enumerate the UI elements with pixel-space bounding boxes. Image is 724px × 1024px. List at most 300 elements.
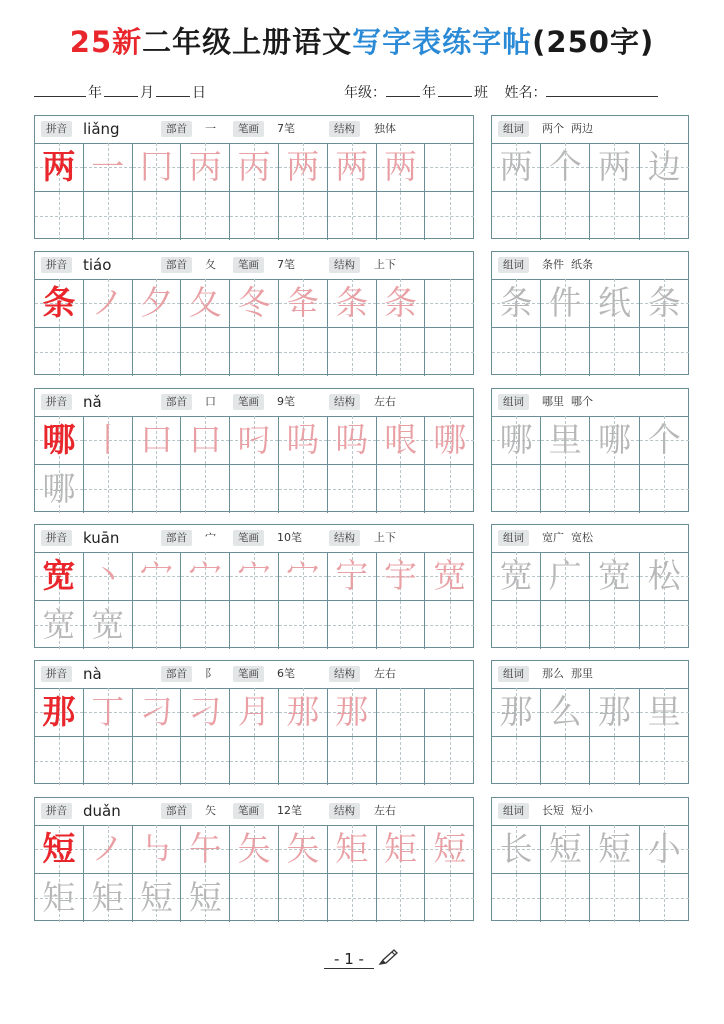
- vocab-char: [640, 874, 689, 922]
- grid-cell[interactable]: [377, 143, 426, 191]
- grid-cell[interactable]: [181, 143, 230, 191]
- grid-cell[interactable]: [230, 192, 279, 240]
- vocab-cell[interactable]: [541, 737, 590, 785]
- grid-cell[interactable]: [328, 328, 377, 376]
- pinyin-value: kuān: [83, 529, 120, 547]
- class-label: 班: [474, 85, 488, 101]
- vocab-cell[interactable]: [640, 874, 689, 922]
- vocab-cell[interactable]: [492, 465, 541, 513]
- trace-char: [133, 737, 181, 785]
- grid-cell[interactable]: [230, 874, 279, 922]
- words-tag: 组词: [498, 666, 529, 682]
- vocab-char: 个: [548, 147, 582, 186]
- grid-cell[interactable]: [181, 552, 230, 600]
- vocab-cell[interactable]: [590, 192, 639, 240]
- grid-cell[interactable]: [35, 874, 84, 922]
- grid-cell[interactable]: [425, 688, 474, 736]
- grid-cell[interactable]: [84, 465, 133, 513]
- grid-cell[interactable]: [377, 328, 426, 376]
- tianzi-grid: [35, 825, 473, 920]
- trace-char: [133, 328, 181, 376]
- grid-cell[interactable]: [425, 192, 474, 240]
- trace-char: [133, 192, 181, 240]
- trace-char: [230, 874, 278, 922]
- char-section: [34, 388, 689, 514]
- grid-cell[interactable]: [181, 737, 230, 785]
- stroke-order-char: 月: [237, 692, 271, 731]
- grid-cell[interactable]: [377, 688, 426, 736]
- title-part-1: 25新: [69, 25, 143, 59]
- vocab-grid: [492, 688, 688, 783]
- vocab-cell[interactable]: [640, 688, 689, 736]
- grid-cell[interactable]: [84, 874, 133, 922]
- vocab-cell[interactable]: [492, 328, 541, 376]
- vocab-cell[interactable]: [590, 737, 639, 785]
- grid-cell[interactable]: [35, 465, 84, 513]
- grade-blank[interactable]: [386, 82, 420, 97]
- vocab-header: [492, 661, 688, 689]
- grid-row: [35, 874, 473, 922]
- grid-cell[interactable]: [133, 416, 182, 464]
- grid-cell[interactable]: [181, 601, 230, 649]
- stroke-order-char: 冬: [237, 283, 271, 322]
- stroke-order-char: 丙: [237, 147, 271, 186]
- grid-cell[interactable]: [230, 552, 279, 600]
- vocab-cell[interactable]: [541, 601, 590, 649]
- words-tag: 组词: [498, 121, 529, 137]
- vocab-cell[interactable]: [541, 416, 590, 464]
- vocab-cell[interactable]: [492, 874, 541, 922]
- vocab-cell[interactable]: [492, 279, 541, 327]
- stroke-order-char: 哪: [433, 420, 467, 459]
- vocab-grid: [492, 279, 688, 374]
- grid-cell[interactable]: [279, 328, 328, 376]
- vocab-cell[interactable]: [541, 279, 590, 327]
- grid-cell[interactable]: [328, 688, 377, 736]
- grid-cell[interactable]: [279, 874, 328, 922]
- vocab-cell[interactable]: [492, 143, 541, 191]
- grid-cell[interactable]: [279, 737, 328, 785]
- grid-cell[interactable]: [133, 825, 182, 873]
- name-label: 姓名：: [504, 85, 547, 101]
- pinyin-tag: 拼音: [41, 803, 72, 819]
- trace-char: [425, 737, 474, 785]
- trace-char: 宽: [91, 605, 125, 644]
- grid-cell[interactable]: [133, 601, 182, 649]
- grid-cell[interactable]: [133, 688, 182, 736]
- vocab-cell[interactable]: [492, 416, 541, 464]
- grid-row: [35, 737, 473, 785]
- vocab-row: [492, 552, 688, 601]
- grid-cell[interactable]: [279, 465, 328, 513]
- grid-cell[interactable]: [84, 143, 133, 191]
- vocab-row: [492, 825, 688, 874]
- radical-tag: 部首: [161, 257, 192, 273]
- grid-cell[interactable]: [425, 465, 474, 513]
- grid-cell[interactable]: [377, 416, 426, 464]
- stroke-order-char: 矢: [237, 829, 271, 868]
- trace-char: [181, 465, 229, 513]
- trace-char: [425, 328, 474, 376]
- vocab-cell[interactable]: [590, 874, 639, 922]
- grid-cell[interactable]: [279, 601, 328, 649]
- structure-tag: 结构: [329, 394, 360, 410]
- grid-cell[interactable]: [425, 825, 474, 873]
- grid-cell[interactable]: [328, 601, 377, 649]
- vocab-row: [492, 737, 688, 785]
- model-char: 宽: [42, 556, 76, 595]
- grid-cell[interactable]: [84, 552, 133, 600]
- grid-cell[interactable]: [181, 688, 230, 736]
- grid-cell[interactable]: [181, 279, 230, 327]
- grid-cell[interactable]: [230, 737, 279, 785]
- grid-cell[interactable]: [133, 328, 182, 376]
- grid-cell[interactable]: [377, 601, 426, 649]
- vocab-char: [590, 328, 638, 376]
- grid-cell[interactable]: [328, 143, 377, 191]
- trace-char: [84, 328, 132, 376]
- strokes-value: 7笔: [277, 258, 295, 271]
- pinyin-tag: 拼音: [41, 121, 72, 137]
- grid-cell[interactable]: [377, 192, 426, 240]
- vocab-row: [492, 688, 688, 737]
- grid-cell[interactable]: [279, 143, 328, 191]
- vocab-char: [492, 328, 540, 376]
- grid-cell[interactable]: [35, 143, 84, 191]
- strokes-tag: 笔画: [233, 394, 264, 410]
- radical-tag: 部首: [161, 530, 192, 546]
- student-fields: [344, 82, 658, 102]
- tianzi-grid: [35, 279, 473, 374]
- grid-cell[interactable]: [181, 465, 230, 513]
- stroke-order-char: 吗: [335, 420, 369, 459]
- vocab-row: [492, 279, 688, 328]
- vocab-cell[interactable]: [590, 688, 639, 736]
- grid-cell[interactable]: [279, 279, 328, 327]
- trace-char: [279, 874, 327, 922]
- vocab-cell[interactable]: [492, 825, 541, 873]
- grid-cell[interactable]: [279, 192, 328, 240]
- grid-cell[interactable]: [377, 737, 426, 785]
- vocab-cell[interactable]: [640, 601, 689, 649]
- stroke-order-char: 冂: [139, 147, 173, 186]
- stroke-order-char: [425, 279, 474, 327]
- tianzi-grid: [35, 143, 473, 238]
- vocab-cell[interactable]: [640, 279, 689, 327]
- trace-char: 矩: [42, 878, 76, 917]
- vocab-char: 广: [548, 556, 582, 595]
- grid-cell[interactable]: [377, 465, 426, 513]
- grid-cell[interactable]: [181, 874, 230, 922]
- vocab-char: 长: [499, 829, 533, 868]
- grid-cell[interactable]: [84, 279, 133, 327]
- vocab-char: 么: [548, 692, 582, 731]
- vocab-cell[interactable]: [541, 465, 590, 513]
- grid-cell[interactable]: [230, 688, 279, 736]
- vocab-box: [491, 797, 689, 921]
- trace-char: [328, 874, 376, 922]
- vocab-cell[interactable]: [492, 192, 541, 240]
- grid-cell[interactable]: [230, 416, 279, 464]
- trace-char: [181, 601, 229, 649]
- grid-cell[interactable]: [133, 737, 182, 785]
- grid-cell[interactable]: [84, 825, 133, 873]
- vocab-cell[interactable]: [640, 737, 689, 785]
- grid-cell[interactable]: [133, 552, 182, 600]
- grid-cell[interactable]: [377, 825, 426, 873]
- stroke-order-char: 口: [139, 420, 173, 459]
- trace-char: [425, 465, 474, 513]
- trace-char: 短: [139, 878, 173, 917]
- vocab-char: [640, 192, 689, 240]
- grid-cell[interactable]: [133, 874, 182, 922]
- vocab-cell[interactable]: [492, 688, 541, 736]
- grid-cell[interactable]: [328, 416, 377, 464]
- vocab-header: [492, 798, 688, 826]
- year-blank[interactable]: [34, 82, 86, 97]
- strokes-value: 9笔: [277, 395, 295, 408]
- grid-cell[interactable]: [425, 601, 474, 649]
- stroke-order-char: [425, 143, 474, 191]
- radical-value: 口: [205, 395, 216, 408]
- grid-cell[interactable]: [133, 465, 182, 513]
- grid-cell[interactable]: [35, 737, 84, 785]
- vocab-char: [541, 874, 589, 922]
- stroke-order-char: 矩: [383, 829, 417, 868]
- char-info-header: [35, 116, 473, 144]
- structure-tag: 结构: [329, 121, 360, 137]
- grid-cell[interactable]: [181, 192, 230, 240]
- char-section: [34, 524, 689, 650]
- vocab-header: [492, 252, 688, 280]
- vocab-cell[interactable]: [590, 465, 639, 513]
- grid-cell[interactable]: [230, 143, 279, 191]
- grid-cell[interactable]: [328, 279, 377, 327]
- trace-char: [230, 737, 278, 785]
- grid-cell[interactable]: [377, 279, 426, 327]
- vocab-cell[interactable]: [590, 328, 639, 376]
- grid-row: [35, 465, 473, 513]
- vocab-char: 里: [548, 420, 582, 459]
- vocab-cell[interactable]: [541, 192, 590, 240]
- trace-char: [328, 601, 376, 649]
- trace-char: [377, 465, 425, 513]
- pinyin-value: tiáo: [83, 256, 112, 274]
- trace-char: [230, 192, 278, 240]
- name-blank[interactable]: [546, 82, 658, 97]
- grid-cell[interactable]: [181, 416, 230, 464]
- vocab-cell[interactable]: [640, 328, 689, 376]
- trace-char: [230, 601, 278, 649]
- trace-char: [377, 737, 425, 785]
- vocab-grid: [492, 552, 688, 647]
- grid-cell[interactable]: [328, 552, 377, 600]
- words-value: 哪里 哪个: [542, 395, 593, 408]
- stroke-order-char: 夂: [188, 283, 222, 322]
- structure-tag: 结构: [329, 666, 360, 682]
- radical-value: 夂: [205, 258, 216, 271]
- grid-cell[interactable]: [425, 143, 474, 191]
- trace-char: [328, 192, 376, 240]
- vocab-box: [491, 115, 689, 239]
- grid-cell[interactable]: [230, 465, 279, 513]
- grid-cell[interactable]: [279, 688, 328, 736]
- grid-cell[interactable]: [425, 279, 474, 327]
- grid-cell[interactable]: [230, 279, 279, 327]
- strokes-tag: 笔画: [233, 530, 264, 546]
- grid-cell[interactable]: [230, 328, 279, 376]
- vocab-char: [590, 465, 638, 513]
- vocab-cell[interactable]: [492, 737, 541, 785]
- vocab-cell[interactable]: [590, 279, 639, 327]
- vocab-cell[interactable]: [541, 688, 590, 736]
- grid-cell[interactable]: [133, 192, 182, 240]
- grid-row: [35, 143, 473, 192]
- vocab-cell[interactable]: [640, 143, 689, 191]
- class-blank[interactable]: [438, 82, 472, 97]
- grid-cell[interactable]: [84, 192, 133, 240]
- vocab-char: [590, 601, 638, 649]
- grid-cell[interactable]: [84, 416, 133, 464]
- vocab-char: 宽: [499, 556, 533, 595]
- strokes-value: 7笔: [277, 122, 295, 135]
- vocab-char: [541, 328, 589, 376]
- grid-cell[interactable]: [425, 737, 474, 785]
- grid-cell[interactable]: [279, 416, 328, 464]
- vocab-cell[interactable]: [541, 552, 590, 600]
- vocab-cell[interactable]: [492, 552, 541, 600]
- grid-cell[interactable]: [377, 552, 426, 600]
- grid-cell[interactable]: [328, 465, 377, 513]
- vocab-cell[interactable]: [541, 825, 590, 873]
- radical-value: 阝: [205, 667, 216, 680]
- vocab-char: 小: [647, 829, 681, 868]
- vocab-char: [640, 328, 689, 376]
- grid-cell[interactable]: [328, 825, 377, 873]
- grid-cell[interactable]: [328, 874, 377, 922]
- stroke-order-char: 宀: [286, 556, 320, 595]
- trace-char: [35, 737, 83, 785]
- trace-char: 哪: [42, 469, 76, 508]
- stroke-order-char: 哏: [383, 420, 417, 459]
- grid-cell[interactable]: [133, 143, 182, 191]
- grid-cell[interactable]: [84, 737, 133, 785]
- grid-cell[interactable]: [425, 552, 474, 600]
- vocab-cell[interactable]: [492, 601, 541, 649]
- char-section: [34, 251, 689, 377]
- month-blank[interactable]: [104, 82, 138, 97]
- vocab-cell[interactable]: [640, 416, 689, 464]
- grid-cell[interactable]: [425, 874, 474, 922]
- trace-char: [425, 192, 474, 240]
- vocab-char: 里: [647, 692, 681, 731]
- grid-cell[interactable]: [35, 601, 84, 649]
- grid-cell[interactable]: [328, 192, 377, 240]
- strokes-value: 12笔: [277, 804, 302, 817]
- structure-value: 左右: [374, 804, 396, 817]
- grid-cell[interactable]: [181, 825, 230, 873]
- structure-value: 左右: [374, 667, 396, 680]
- vocab-header: [492, 116, 688, 144]
- grid-cell[interactable]: [84, 688, 133, 736]
- grid-cell[interactable]: [35, 688, 84, 736]
- vocab-cell[interactable]: [640, 192, 689, 240]
- practice-box: [34, 524, 474, 648]
- stroke-order-char: 叼: [237, 420, 271, 459]
- practice-box: [34, 797, 474, 921]
- grid-cell[interactable]: [35, 279, 84, 327]
- grid-row: [35, 825, 473, 874]
- grid-cell[interactable]: [181, 328, 230, 376]
- vocab-cell[interactable]: [640, 465, 689, 513]
- vocab-char: [492, 601, 540, 649]
- year-label: 年: [88, 85, 102, 101]
- grid-cell[interactable]: [84, 601, 133, 649]
- practice-box: [34, 660, 474, 784]
- stroke-order-char: 短: [433, 829, 467, 868]
- grid-cell[interactable]: [230, 601, 279, 649]
- grid-cell[interactable]: [377, 874, 426, 922]
- grid-cell[interactable]: [328, 737, 377, 785]
- vocab-cell[interactable]: [640, 552, 689, 600]
- vocab-cell[interactable]: [640, 825, 689, 873]
- vocab-cell[interactable]: [541, 143, 590, 191]
- vocab-char: [640, 737, 689, 785]
- day-label: 日: [192, 85, 206, 101]
- model-char: 那: [42, 692, 76, 731]
- structure-value: 独体: [374, 122, 396, 135]
- stroke-order-char: 夕: [139, 283, 173, 322]
- grid-cell[interactable]: [35, 825, 84, 873]
- vocab-char: 条: [499, 283, 533, 322]
- vocab-char: [492, 192, 540, 240]
- trace-char: [181, 737, 229, 785]
- vocab-char: [541, 465, 589, 513]
- grid-cell[interactable]: [425, 328, 474, 376]
- month-label: 月: [140, 85, 154, 101]
- stroke-order-char: [377, 688, 425, 736]
- vocab-cell[interactable]: [541, 874, 590, 922]
- vocab-cell[interactable]: [590, 601, 639, 649]
- vocab-cell[interactable]: [541, 328, 590, 376]
- vocab-header: [492, 525, 688, 553]
- grid-cell[interactable]: [35, 552, 84, 600]
- grid-cell[interactable]: [279, 825, 328, 873]
- vocab-cell[interactable]: [590, 825, 639, 873]
- radical-value: 矢: [205, 804, 216, 817]
- grid-cell[interactable]: [279, 552, 328, 600]
- day-blank[interactable]: [156, 82, 190, 97]
- grid-cell[interactable]: [230, 825, 279, 873]
- trace-char: [133, 601, 181, 649]
- vocab-char: 宽: [597, 556, 631, 595]
- grid-row: [35, 601, 473, 649]
- vocab-cell[interactable]: [590, 416, 639, 464]
- vocab-row: [492, 328, 688, 376]
- vocab-cell[interactable]: [590, 143, 639, 191]
- stroke-order-char: 条: [383, 283, 417, 322]
- grid-cell[interactable]: [35, 328, 84, 376]
- grid-cell[interactable]: [133, 279, 182, 327]
- vocab-cell[interactable]: [590, 552, 639, 600]
- grade-year-label: 年: [422, 85, 436, 101]
- strokes-tag: 笔画: [233, 803, 264, 819]
- grid-cell[interactable]: [425, 416, 474, 464]
- grid-cell[interactable]: [35, 192, 84, 240]
- grid-cell[interactable]: [35, 416, 84, 464]
- radical-value: 宀: [205, 531, 216, 544]
- grid-cell[interactable]: [84, 328, 133, 376]
